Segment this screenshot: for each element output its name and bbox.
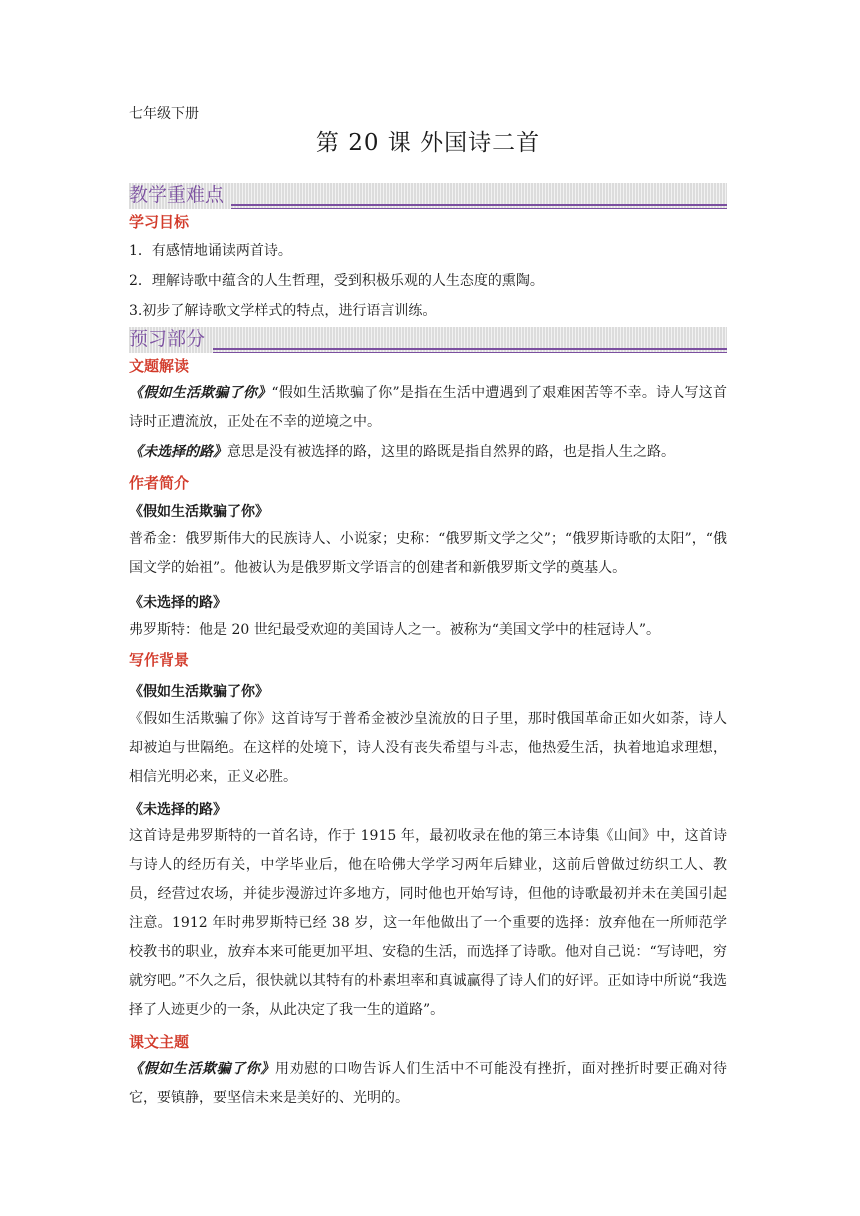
theme-paragraph <box>129 1055 727 1113</box>
poem-title: 《假如生活欺骗了你》 <box>129 684 269 700</box>
background-paragraph: 《假如生活欺骗了你》这首诗写于普希金被沙皇流放的日子里，那时俄国革命正如火如荼，诗人却被迫与世隔绝。在这样的处境下，诗人没有丧失希望与斗志，他热爱生活，执着地追求理想，相信光明必来，正义必胜。 <box>129 711 727 785</box>
section-title: 预习部分 <box>129 328 206 350</box>
section-rule-thin <box>231 208 727 209</box>
author-paragraph: 普希金：俄罗斯伟大的民族诗人、小说家；史称：“俄罗斯文学之父”；“俄罗斯诗歌的太阳”，“俄国文学的始祖”。他被认为是俄罗斯文学语言的创建者和新俄罗斯文学的奠基人。 <box>129 531 727 576</box>
poem-title: 《假如生活欺骗了你》 <box>129 385 272 401</box>
section-rule-thin <box>213 352 727 353</box>
theme-heading: 课文主题 <box>129 1033 190 1051</box>
page-title: 第 20 课 外国诗二首 <box>315 130 541 156</box>
section-rule <box>231 204 727 206</box>
section-title: 教学重难点 <box>129 184 225 206</box>
goal-item: 2．理解诗歌中蕴含的人生哲理，受到积极乐观的人生态度的熏陶。 <box>129 273 544 289</box>
jiedu-paragraph <box>129 379 727 437</box>
section-header-key-points <box>129 183 727 209</box>
poem-title: 《未选择的路》 <box>129 802 227 818</box>
poem-title: 《假如生活欺骗了你》 <box>129 504 269 520</box>
grade-label: 七年级下册 <box>129 106 199 122</box>
poem-title: 《未选择的路》 <box>129 595 227 611</box>
author-paragraph: 弗罗斯特：他是 20 世纪最受欢迎的美国诗人之一。被称为“美国文学中的桂冠诗人”。 <box>129 622 661 638</box>
section-rule <box>213 348 727 350</box>
jiedu-paragraph <box>129 438 727 467</box>
background-paragraph: 这首诗是弗罗斯特的一首名诗，作于 1915 年，最初收录在他的第三本诗集《山间》中，这首诗与诗人的经历有关，中学毕业后，他在哈佛大学学习两年后肄业，这前后曾做过纺织工人、教员，经营过农场，并徒步漫游过许多地方，同时他也开始写诗，但他的诗歌最初并未在美国引起注意。1912 年时弗罗斯特已经 38 岁，这一年他做出了一个重要的选择：放弃他在一所师范学校教书的职业，放弃本来可能更加平坦、安稳的生活，而选择了诗歌。他对自己说：“写诗吧，穷就穷吧。”不久之后，很快就以其特有的朴素坦率和真诚赢得了诗人们的好评。正如诗中所说“我选择了人迹更少的一条，从此决定了我一生的道路”。 <box>129 828 727 1018</box>
background-heading: 写作背景 <box>129 651 190 669</box>
jiedu-text: “假如生活欺骗了你”是指在生活中遭遇到了艰难困苦等不幸。诗人写这首诗时正遭流放，正处在不幸的逆境之中。 <box>129 385 727 430</box>
theme-text: 用劝慰的口吻告诉人们生活中不可能没有挫折，面对挫折时要正确对待它，要镇静，要坚信未来是美好的、光明的。 <box>129 1061 727 1106</box>
jiedu-text: 意思是没有被选择的路，这里的路既是指自然界的路，也是指人生之路。 <box>227 444 675 460</box>
goal-heading: 学习目标 <box>129 213 190 231</box>
goal-item: 3.初步了解诗歌文学样式的特点，进行语言训练。 <box>129 303 437 319</box>
goal-item: 1．有感情地诵读两首诗。 <box>129 243 292 259</box>
jiedu-heading: 文题解读 <box>129 357 190 375</box>
poem-title: 《假如生活欺骗了你》 <box>129 1061 275 1077</box>
poem-title: 《未选择的路》 <box>129 444 227 460</box>
section-header-preview <box>129 327 727 353</box>
author-heading: 作者简介 <box>129 474 190 492</box>
